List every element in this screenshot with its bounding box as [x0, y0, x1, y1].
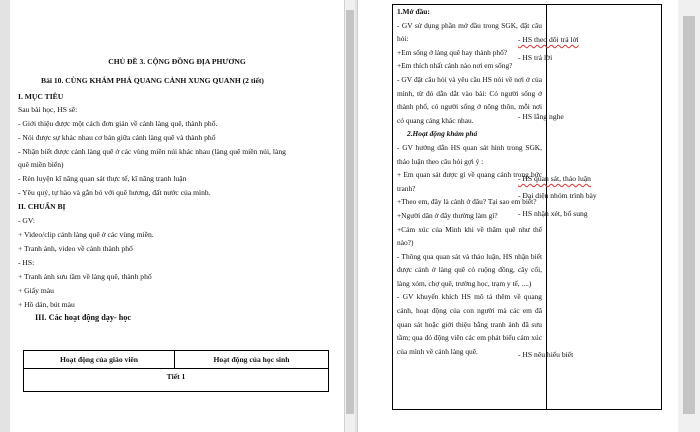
table-header-teacher: Hoạt động của giáo viên — [59, 355, 139, 364]
prep-item: + Giấy màu — [18, 286, 54, 295]
student-activity-text: - HS theo dõi trả lời — [518, 35, 579, 44]
student-activity-text: - HS trả lời — [518, 53, 553, 62]
student-activity-text: - HS lắng nghe — [518, 112, 564, 121]
objective-item: quê miền biển) — [18, 160, 64, 169]
prep-item: + Hồ dán, bút màu — [18, 300, 75, 309]
prep-item: - GV: — [18, 216, 35, 225]
document-page-right — [357, 0, 678, 432]
teacher-activity-text: - GV đặt câu hỏi và yêu cầu HS nói về nơi ở của mình, từ đó dẫn dắt vào bài: Có người sống ở thành phố, có người sống ở nông thôn, mỗi nơi có quang cảng khác nhau. — [397, 74, 542, 125]
prep-item: + Tranh ảnh, video về cảnh thành phố — [18, 244, 133, 253]
activities-table — [23, 350, 329, 392]
teacher-activity-text: + Em quan sát được gì về quang cảnh trong bức tranh? — [397, 170, 542, 193]
student-activity-text: - Đại diện nhóm trình bày — [518, 191, 597, 200]
teacher-activity-text: - GV hướng dẫn HS quan sát hình trong SGK, thảo luận theo câu hỏi gợi ý : — [397, 142, 542, 166]
objective-item: - Rèn luyện kĩ năng quan sát thực tế, kĩ năng tranh luận — [18, 174, 187, 183]
table-header-row — [24, 351, 328, 369]
teacher-activity-text: +Theo em, đây là cảnh ở đâu? Tại sao em biết? — [397, 197, 537, 207]
activity-heading-explore: 2.Hoạt động khám phá — [407, 129, 478, 139]
objectives-intro: Sau bài học, HS sẽ: — [18, 105, 78, 114]
right-pane-scrollbar[interactable] — [678, 0, 700, 432]
teacher-activity-text: - GV sử dụng phần mở đầu trong SGK, đặt câu hỏi: — [397, 20, 542, 44]
section-heading-preparation: II. CHUẨN BỊ — [18, 202, 66, 211]
document-page-left — [10, 0, 345, 432]
student-activity-text: - HS nêu hiểu biết — [518, 350, 574, 359]
section-heading-activities: III. Các hoạt động dạy- học — [35, 313, 131, 322]
prep-item: + Video/clip cảnh làng quê ở các vùng miền. — [18, 230, 154, 239]
objective-item: - Nói được sự khác nhau cơ bản giữa cảnh làng quê và thành phố — [18, 133, 216, 142]
objective-item: - Giới thiệu được một cách đơn giản về cảnh làng quê, thành phố. — [18, 119, 218, 128]
student-activity-text: - HS nhận xét, bổ sung — [518, 209, 588, 218]
teacher-activity-text: +Em sống ở làng quê hay thành phố? — [397, 47, 508, 57]
teacher-activity-text: - GV khuyến khích HS mô tả thêm về quang cảnh, hoạt động của con người mà các em đã quan sát hoặc giới thiệu bằng tranh ảnh đã sưu tầm; qua đó động viên các em phát biểu cảm xúc của mình về cảnh làng quê. — [397, 292, 542, 356]
teacher-activity-text: +Em thích nhất cảnh nào nơi em sống? — [397, 61, 513, 71]
chapter-title: CHỦ ĐỀ 3. CỘNG ĐỒNG ĐỊA PHƯƠNG — [108, 57, 246, 66]
objective-item: - Nhận biết được cảnh làng quê ở các vùng miền núi khác nhau (làng quê miền núi, làng — [18, 147, 286, 156]
teacher-activity-text: +Cảm xúc của Minh khi về thăm quê như thế nào?) — [397, 224, 542, 248]
lesson-title: Bài 10. CÙNG KHÁM PHÁ QUANG CẢNH XUNG QUANH (2 tiết) — [41, 76, 264, 85]
left-pane-scrollbar[interactable] — [344, 0, 355, 432]
section-heading-objectives: I. MỤC TIÊU — [18, 92, 64, 101]
objective-item: - Yêu quý, tự hào và gắn bó với quê hương, đất nước của mình. — [18, 188, 211, 197]
teacher-activity-text: - Thông qua quan sát và thảo luận, HS nhận biết được cảnh ở làng quê có ruộng đồng, cây cối, làng xóm, chợ quê, trường học, trạm y tế, ....) — [397, 251, 542, 288]
table-header-student: Hoạt động của học sinh — [213, 355, 290, 364]
scrollbar-thumb[interactable] — [683, 16, 695, 414]
table-row-session: Tiết 1 — [166, 372, 186, 381]
teacher-activity-text: +Người dân ở đây thường làm gì? — [397, 210, 498, 220]
scrollbar-thumb[interactable] — [346, 10, 354, 414]
activity-heading-intro: 1.Mở đầu: — [397, 7, 430, 16]
student-activity-text: - HS quan sát, thảo luận — [518, 174, 591, 183]
prep-item: - HS: — [18, 258, 35, 267]
prep-item: + Tranh ảnh sưu tầm về làng quê, thành phố — [18, 272, 152, 281]
